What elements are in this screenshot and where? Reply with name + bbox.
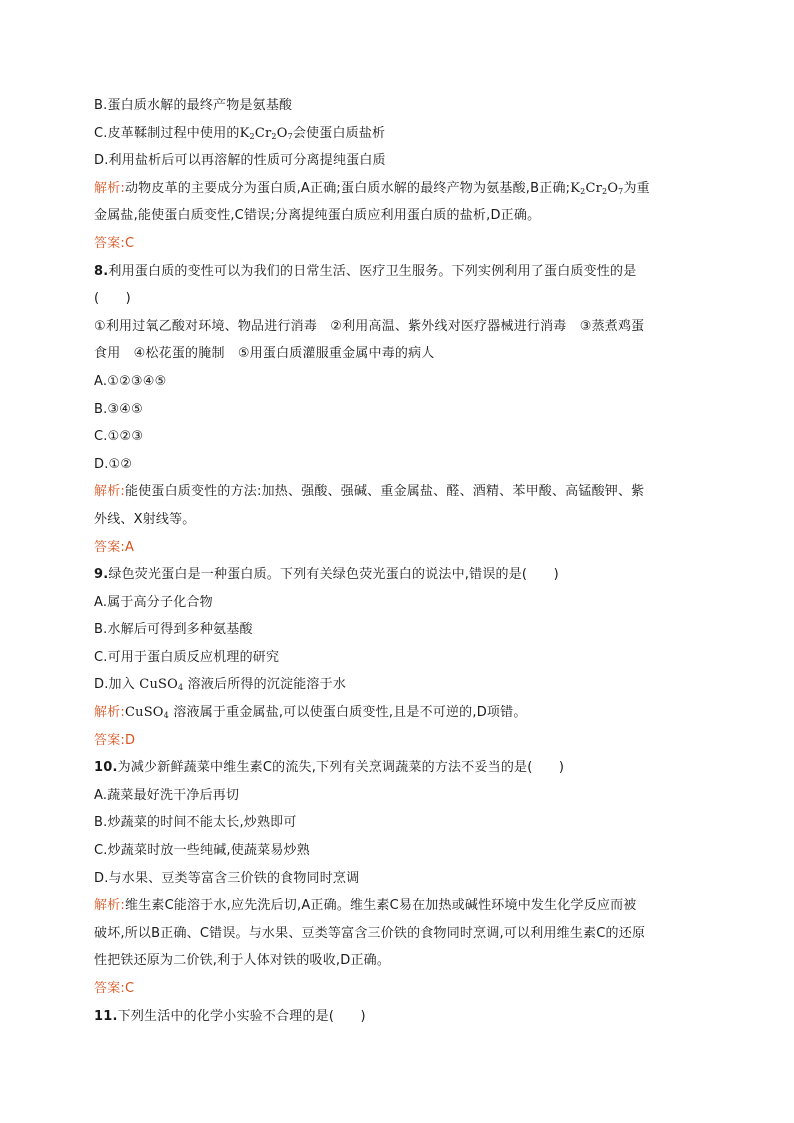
- answer-label: 答案:: [94, 539, 125, 555]
- q9-analysis: [94, 699, 704, 727]
- q7-analysis-line2: 金属盐,能使蛋白质变性,C错误;分离提纯蛋白质应利用蛋白质的盐析,D正确。: [94, 208, 541, 224]
- q9-option-b: B.水解后可得到多种氨基酸: [94, 622, 253, 638]
- q8-items-line2: 食用 ④松花蛋的腌制 ⑤用蛋白质灌服重金属中毒的病人: [94, 346, 435, 362]
- q7-option-c: [94, 120, 704, 148]
- q7-option-b: B.蛋白质水解的最终产物是氨基酸: [94, 98, 293, 113]
- q8-option-d: D.①②: [94, 456, 133, 472]
- q8-paren: ( ): [94, 291, 131, 307]
- q8-option-a: A.①②③④⑤: [94, 373, 167, 389]
- q8-analysis: [94, 478, 704, 506]
- document-page: [94, 92, 704, 1030]
- q9-answer: [94, 727, 704, 755]
- answer-label: 答案:: [94, 235, 125, 251]
- q10-option-b: B.炒蔬菜的时间不能太长,炒熟即可: [94, 815, 297, 831]
- q10-analysis-text: 维生素C能溶于水,应先洗后切,A正确。维生素C易在加热或碱性环境中发生化学反应而被: [124, 898, 637, 914]
- answer-label: 答案:: [94, 732, 125, 748]
- analysis-label: 解析:: [94, 898, 125, 914]
- analysis-label: 解析:: [94, 180, 125, 196]
- q8-option-c: C.①②③: [94, 429, 144, 445]
- q9-option-d: D.加入 CuSO$_4$ 溶液后所得的沉淀能溶于水: [94, 677, 347, 693]
- q7-analysis: 解析:动物皮革的主要成分为蛋白质,A正确;蛋白质水解的最终产物为氨基酸,B正确$;K_2Cr_2O_7$为重: [94, 180, 650, 196]
- q10-analysis-line3: 性把铁还原为二价铁,利于人体对铁的吸收,D正确。: [94, 953, 391, 969]
- formula-cuso4: CuSO$_4$: [139, 677, 184, 693]
- analysis-label: 解析:: [94, 705, 125, 721]
- q7-option-c-text-end: 会使蛋白质盐析: [292, 125, 386, 141]
- q11-stem-text: 下列生活中的化学小实验不合理的是( ): [117, 1008, 366, 1024]
- q8-analysis-text: 能使蛋白质变性的方法:加热、强酸、强碱、重金属盐、醛、酒精、苯甲酸、高锰酸钾、紫: [124, 484, 645, 500]
- question-number: 11.: [94, 1008, 118, 1024]
- formula-cuso4: CuSO$_4$: [124, 705, 169, 721]
- analysis-label: 解析:: [94, 484, 125, 500]
- q10-answer: [94, 975, 704, 1003]
- q10-stem: [94, 754, 704, 782]
- question-number: 8.: [94, 263, 109, 279]
- q7-answer: [94, 230, 704, 258]
- q10-analysis: [94, 892, 704, 920]
- answer-value: A: [124, 539, 135, 555]
- q8-option-b: B.③④⑤: [94, 401, 144, 417]
- q11-stem: [94, 1003, 704, 1031]
- q8-stem-text: 利用蛋白质的变性可以为我们的日常生活、医疗卫生服务。下列实例利用了蛋白质变性的是: [108, 263, 637, 279]
- q10-stem-text: 为减少新鲜蔬菜中维生素C的流失,下列有关烹调蔬菜的方法不妥当的是( ): [117, 760, 565, 776]
- q9-analysis-text: 溶液属于重金属盐,可以使蛋白质变性,且是不可逆的,D项错。: [173, 705, 527, 721]
- q8-answer: [94, 534, 704, 562]
- q8-analysis-line2: 外线、X射线等。: [94, 511, 196, 527]
- q10-option-d: D.与水果、豆类等富含三价铁的食物同时烹调: [94, 870, 360, 886]
- q10-option-a: A.蔬菜最好洗干净后再切: [94, 787, 240, 803]
- q7-option-c-text: C.皮革鞣制过程中使用的: [94, 125, 240, 141]
- q7-option-d: D.利用盐析后可以再溶解的性质可分离提纯蛋白质: [94, 153, 386, 169]
- q8-items-line1: ①利用过氧乙酸对环境、物品进行消毒 ②利用高温、紫外线对医疗器械进行消毒 ③蒸煮鸡蛋: [94, 318, 645, 334]
- q10-option-c: C.炒蔬菜时放一些纯碱,使蔬菜易炒熟: [94, 843, 310, 859]
- q9-stem: [94, 561, 704, 589]
- answer-value: C: [124, 235, 135, 251]
- q7-analysis-text: 动物皮革的主要成分为蛋白质,A正确;蛋白质水解的最终产物为氨基酸,B正确;: [124, 180, 571, 196]
- q9-option-c: C.可用于蛋白质反应机理的研究: [94, 649, 280, 665]
- q8-stem: [94, 258, 704, 286]
- answer-value: C: [124, 981, 135, 996]
- answer-value: D: [124, 732, 136, 748]
- formula-k2cr2o7: $K_2Cr_2O_7$: [570, 180, 624, 196]
- q10-analysis-line2: 破坏,所以B正确、C错误。与水果、豆类等富含三价铁的食物同时烹调,可以利用维生素C的还原: [94, 925, 646, 941]
- question-number: 10.: [94, 760, 118, 776]
- formula-k2cr2o7: $K_2Cr_2O_7$: [239, 125, 293, 141]
- answer-label: 答案:: [94, 981, 125, 996]
- q9-option-a: A.属于高分子化合物: [94, 594, 213, 610]
- question-number: 9.: [94, 567, 109, 583]
- q9-stem-text: 绿色荧光蛋白是一种蛋白质。下列有关绿色荧光蛋白的说法中,错误的是( ): [108, 567, 559, 583]
